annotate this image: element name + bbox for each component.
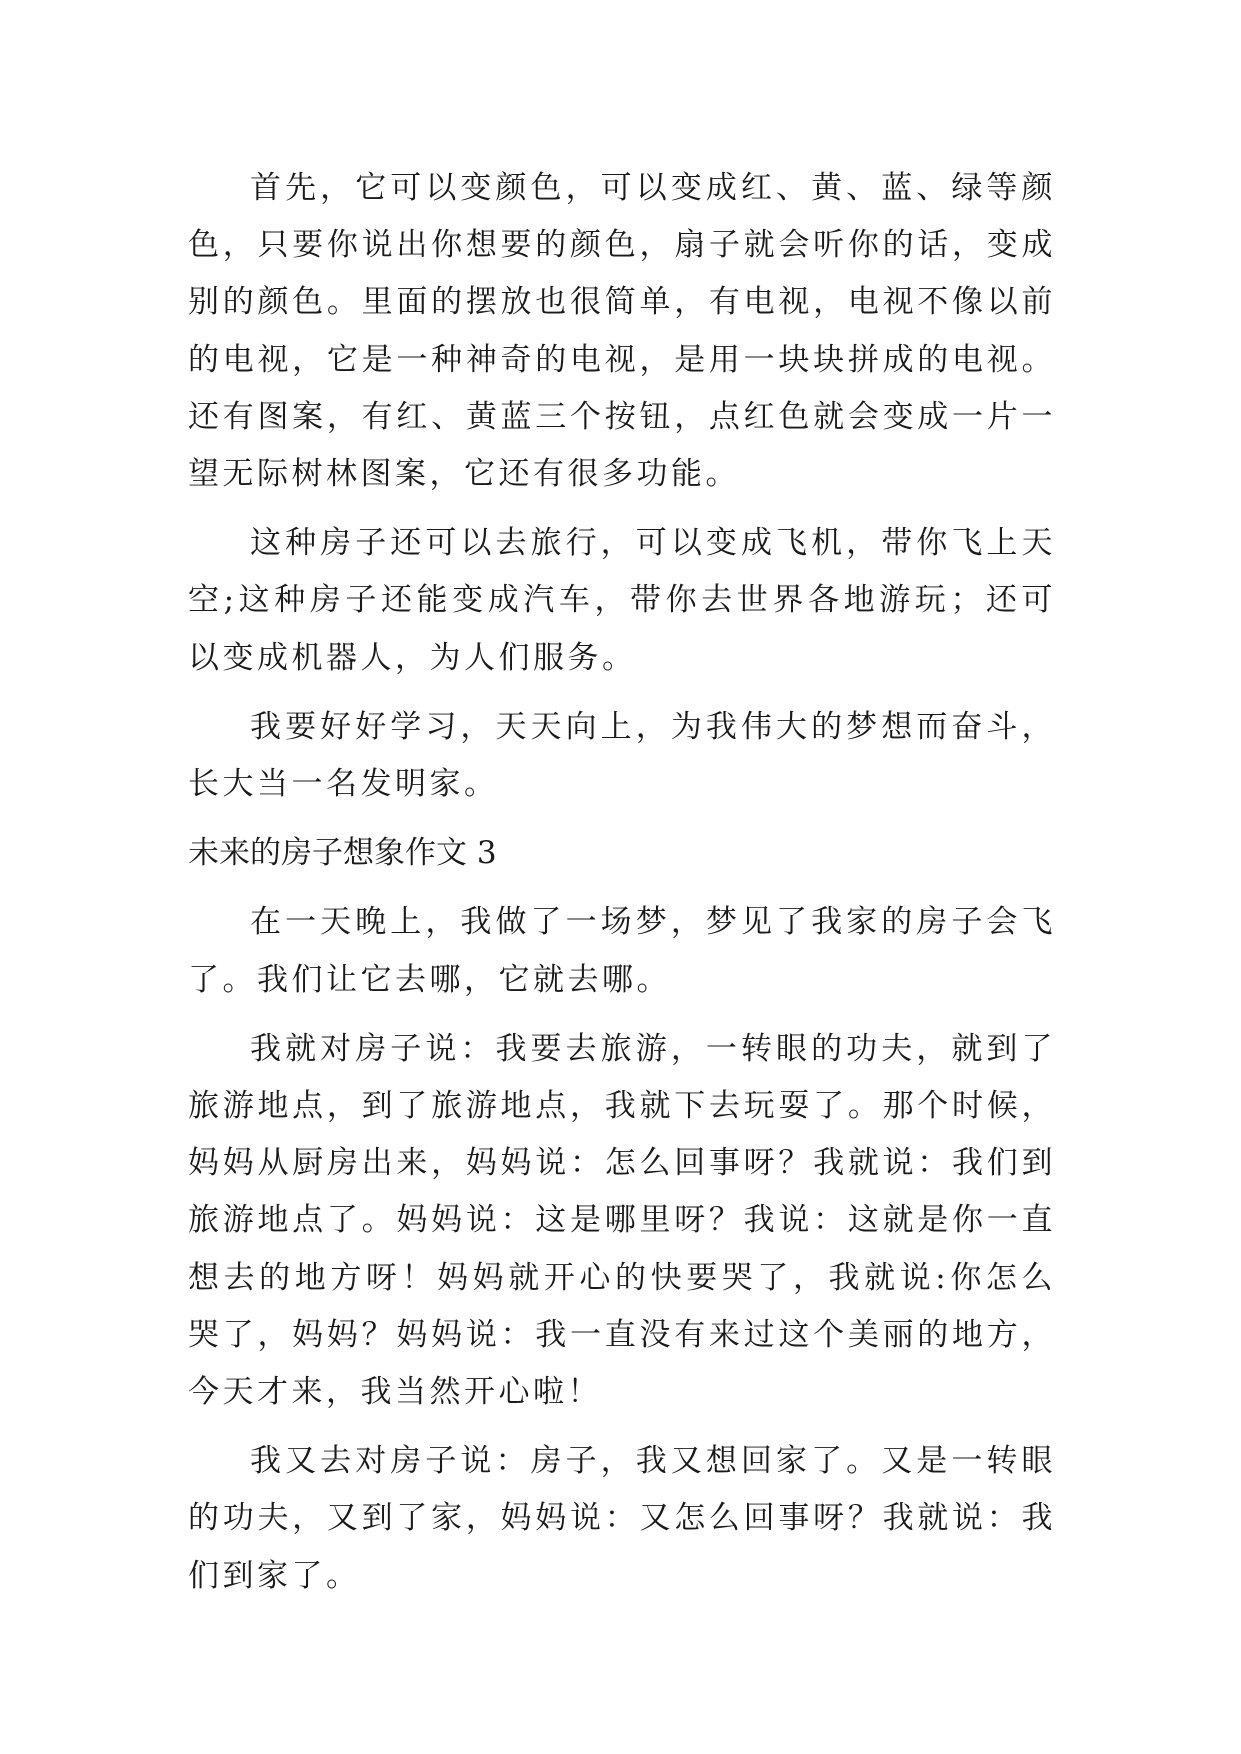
paragraph-trip-with-mom: 我就对房子说：我要去旅游，一转眼的功夫，就到了旅游地点，到了旅游地点，我就下去玩耍了。那个时候，妈妈从厨房出来，妈妈说：怎么回事呀？我就说：我们到旅游地点了。妈妈说：这是哪里呀？我说：这就是你一直想去的地方呀！妈妈就开心的快要哭了，我就说:你怎么哭了，妈妈？妈妈说：我一直没有来过这个美丽的地方，今天才来，我当然开心啦！: [188, 1030, 1056, 1411]
paragraph-return-home: 我又去对房子说：房子，我又想回家了。又是一转眼的功夫，又到了家，妈妈说：又怎么回事呀？我就说：我们到家了。: [188, 1443, 1056, 1594]
paragraph-travel: 这种房子还可以去旅行，可以变成飞机，带你飞上天空;这种房子还能变成汽车，带你去世界各地游玩；还可以变成机器人，为人们服务。: [188, 525, 1056, 676]
essay-heading: 未来的房子想象作文 3: [188, 835, 497, 872]
paragraph-color-changing: 首先，它可以变颜色，可以变成红、黄、蓝、绿等颜色，只要你说出你想要的颜色，扇子就会听你的话，变成别的颜色。里面的摆放也很简单，有电视，电视不像以前的电视，它是一种神奇的电视，是用一块块拼成的电视。还有图案，有红、黄蓝三个按钮，点红色就会变成一片一望无际树林图案，它还有很多功能。: [188, 170, 1056, 493]
paragraph-flying-house: 在一天晚上，我做了一场梦，梦见了我家的房子会飞了。我们让它去哪，它就去哪。: [188, 904, 1056, 998]
document-body: [188, 160, 1056, 1617]
paragraph-dream-inventor: 我要好好学习，天天向上，为我伟大的梦想而奋斗，长大当一名发明家。: [188, 708, 1056, 803]
